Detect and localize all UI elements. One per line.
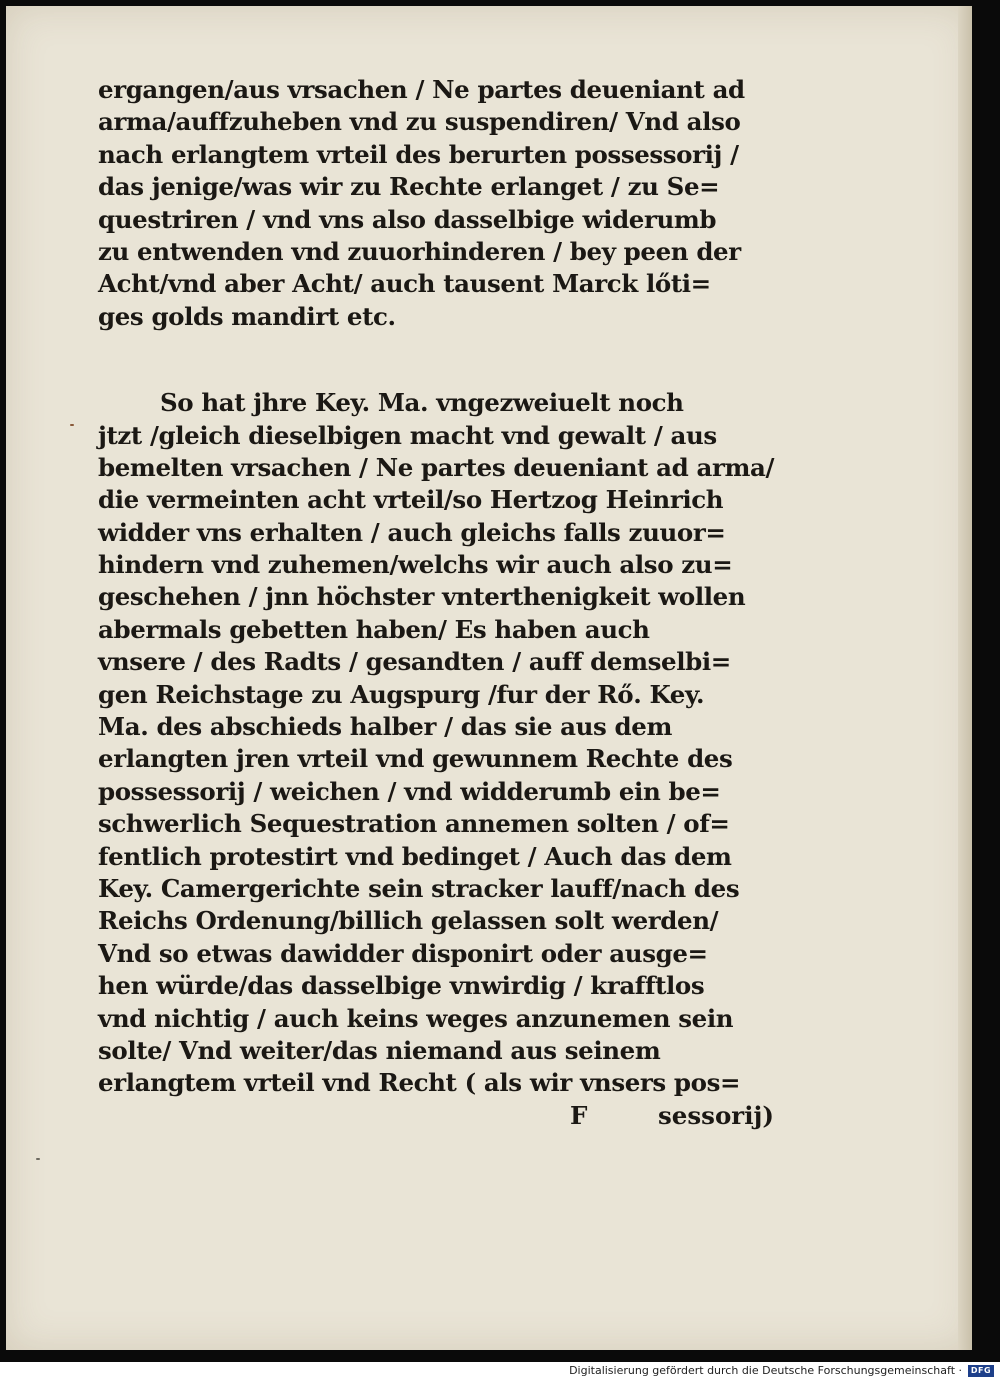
book-page <box>6 6 972 1350</box>
text-line: solte/ Vnd weiter/das niemand aus seinem <box>98 1035 661 1065</box>
paragraph-1 <box>98 74 768 333</box>
page-footer-line <box>98 1100 774 1132</box>
text-line: schwerlich Sequestration annemen solten / of= <box>98 809 730 839</box>
text-line: erlangtem vrteil vnd Recht ( als wir vnsers pos= <box>98 1068 741 1098</box>
text-line: abermals gebetten haben/ Es haben auch <box>98 614 650 644</box>
text-line: vnsere / des Radts / gesandten / auff demselbi= <box>98 647 731 677</box>
dfg-credit-text: Digitalisierung gefördert durch die Deutsche Forschungsgemeinschaft · <box>569 1364 962 1377</box>
text-line: questriren / vnd vns also dasselbige widerumb <box>98 204 717 234</box>
paragraph-2 <box>98 387 775 1100</box>
text-line: zu entwenden vnd zuuorhinderen / bey peen der <box>98 236 741 266</box>
text-line: bemelten vrsachen / Ne partes deueniant ad arma/ <box>98 452 775 482</box>
text-line: arma/auffzuheben vnd zu suspendiren/ Vnd also <box>98 107 741 137</box>
text-line: jtzt /gleich dieselbigen macht vnd gewalt / aus <box>98 420 717 450</box>
text-line: hen würde/das dasselbige vnwirdig / krafftlos <box>98 971 705 1001</box>
dfg-logo-icon[interactable]: DFG <box>968 1365 994 1377</box>
catchword: sessorij) <box>658 1100 774 1130</box>
text-line: erlangten jren vrteil vnd gewunnem Rechte des <box>98 744 733 774</box>
text-line: fentlich protestirt vnd bedinget / Auch das dem <box>98 841 732 871</box>
text-line: Reichs Ordenung/billich gelassen solt werden/ <box>98 906 719 936</box>
ink-speck <box>70 424 74 426</box>
text-line: widder vns erhalten / auch gleichs falls zuuor= <box>98 517 726 547</box>
text-line: possessorij / weichen / vnd widderumb ein be= <box>98 776 721 806</box>
text-line: Key. Camergerichte sein stracker lauff/nach des <box>98 873 740 903</box>
text-line: vnd nichtig / auch keins weges anzunemen sein <box>98 1003 734 1033</box>
page-edge <box>958 6 972 1350</box>
text-line: ergangen/aus vrsachen / Ne partes deueniant ad <box>98 75 745 104</box>
page-text <box>98 74 775 1132</box>
ink-speck <box>36 1158 40 1160</box>
text-line: ges golds mandirt etc. <box>98 301 396 331</box>
text-line: gen Reichstage zu Augspurg /fur der Rő. Key. <box>98 679 705 709</box>
text-line: hindern vnd zuhemen/welchs wir auch also zu= <box>98 550 733 580</box>
text-line: So hat jhre Key. Ma. vngezweiuelt noch <box>160 388 684 418</box>
dfg-credit-bar <box>0 1362 1000 1380</box>
text-line: Vnd so etwas dawidder disponirt oder ausge= <box>98 938 708 968</box>
text-line: nach erlangtem vrteil des berurten possessorij / <box>98 139 739 169</box>
text-line: geschehen / jnn höchster vnterthenigkeit wollen <box>98 582 746 612</box>
text-line: Ma. des abschieds halber / das sie aus dem <box>98 712 672 742</box>
text-line: Acht/vnd aber Acht/ auch tausent Marck lőti= <box>98 269 711 299</box>
signature-mark: F <box>570 1100 588 1130</box>
text-line: das jenige/was wir zu Rechte erlanget / zu Se= <box>98 172 720 202</box>
text-line: die vermeinten acht vrteil/so Hertzog Heinrich <box>98 485 724 515</box>
